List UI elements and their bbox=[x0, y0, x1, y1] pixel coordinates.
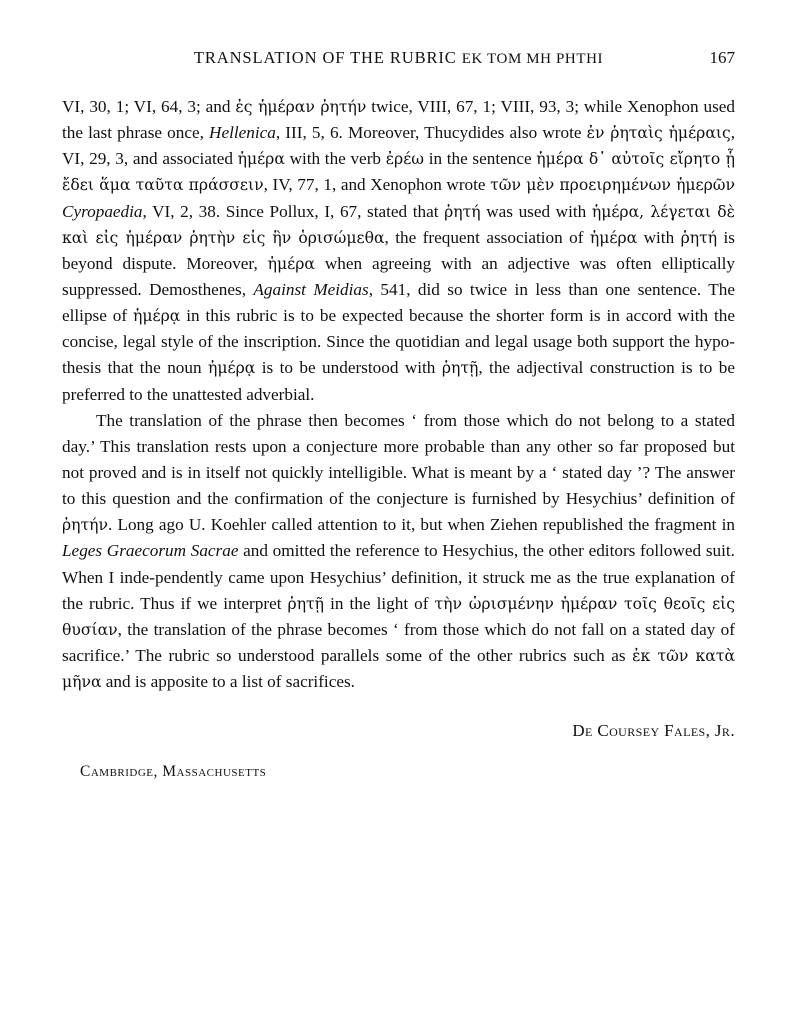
text-run: , VI, 29, 3, and associated bbox=[62, 123, 735, 169]
text-run: and omitted the reference to Hesychius, the other editors followed suit. When I inde-pendently came upon Hesychius’ definition, it struck me as the true explanation of the rubric. Thus if we interpret bbox=[62, 541, 735, 613]
greek-run: ῥητήν bbox=[62, 516, 108, 535]
greek-run: ἐν ῥηταὶς ἡμέραις bbox=[586, 124, 731, 143]
page-title-latin: TRANSLATION OF THE RUBRIC bbox=[193, 48, 462, 67]
text-run: , the frequent association of bbox=[384, 227, 590, 247]
italic-run: Leges Graecorum Sacrae bbox=[62, 541, 239, 561]
text-run: , the adjectival construction is to be preferred to the unattested adverbial. bbox=[62, 358, 736, 404]
greek-run: ἡμέρα δ᾽ αὐτοῖς εἴρητο ᾗ ἔδει ἅμα ταῦτα πράσσειν bbox=[62, 150, 735, 195]
text-run: when agreeing with an adjective was often elliptically suppressed. Demosthenes, bbox=[62, 253, 736, 299]
paragraph-1 bbox=[62, 94, 735, 408]
text-run: in the light of bbox=[324, 593, 435, 613]
greek-run: ῥητή bbox=[680, 228, 718, 247]
text-run: , the translation of the phrase becomes ‘ from those which do not fall on a stated day of sacrifice.’ The rubric so understood parallels some of the other rubrics such as bbox=[62, 619, 735, 665]
page-number: 167 bbox=[709, 48, 735, 67]
text-run: , VI, 2, 38. Since Pollux, I, 67, stated that bbox=[142, 201, 445, 221]
greek-run: ἡμέρα, λέγεται δὲ καὶ εἰς ἡμέραν ῥητὴν εἰς ἣν ὁρισώμεθα bbox=[62, 202, 735, 247]
greek-run: ἡμέρα bbox=[237, 150, 285, 169]
greek-run: ῥητή bbox=[444, 202, 481, 221]
greek-run: ἡμέρᾳ bbox=[208, 359, 256, 378]
text-run: is to be understood with bbox=[255, 358, 442, 378]
text-run: is beyond dispute. Moreover, bbox=[62, 227, 735, 273]
greek-run: ῥητῇ bbox=[287, 594, 325, 613]
text-run: in this rubric is to be expected because the shorter form is in accord with the concise, legal style of the inscription. Since the quotidian and legal usage both support the hypo-thesis that the noun bbox=[62, 306, 735, 378]
running-head bbox=[62, 48, 735, 76]
greek-run: ἡμέρᾳ bbox=[133, 307, 181, 326]
greek-run: ἐρέω bbox=[385, 150, 425, 169]
text-run: . Long ago U. Koehler called attention to it, but when Ziehen republished the fragment in bbox=[107, 515, 735, 535]
text-run: The translation of the phrase then becomes ‘ from those which do not belong to a stated day.’ This translation rests upon a conjecture more probable than any other so far proposed but not proved and is in itself not quickly intelligible. What is meant by a ‘ stated day ’? The answer to this question and the confirmation of the conjecture is furnished by Hesychius’ definition of bbox=[62, 410, 735, 509]
text-run: , III, 5, 6. Moreover, Thucydides also wrote bbox=[275, 123, 587, 143]
greek-run: ἐκ τῶν κατὰ μῆνα bbox=[62, 646, 735, 692]
greek-run: ῥητῇ bbox=[441, 359, 479, 378]
italic-run: Hellenica bbox=[209, 123, 276, 143]
text-run: and is apposite to a list of sacrifices. bbox=[101, 672, 355, 692]
greek-run: ἡμέρα bbox=[589, 228, 638, 247]
author-signature: De Coursey Fales, Jr. bbox=[572, 721, 735, 741]
page-title bbox=[62, 48, 735, 68]
body-text bbox=[62, 94, 735, 695]
greek-run: τῶν μὲν προειρημένων ἡμερῶν bbox=[490, 176, 735, 195]
greek-run: τὴν ὡρισμένην ἡμέραν τοῖς θεοῖς εἰς θυσίαν bbox=[62, 594, 735, 639]
text-run: in the sentence bbox=[424, 149, 537, 169]
italic-run: Against Meidias bbox=[253, 279, 369, 299]
text-run: , 541, did so twice in less than one sentence. The ellipse of bbox=[62, 279, 735, 326]
text-run: was used with bbox=[480, 201, 592, 221]
page-title-greek: EK TOM MH PHTHI bbox=[461, 51, 604, 67]
greek-run: ἡμέρα bbox=[267, 254, 315, 273]
text-run: twice, VIII, 67, 1; VIII, 93, 3; while Xenophon used the last phrase once, bbox=[62, 97, 736, 143]
greek-run: ἐς ἡμέραν ῥητήν bbox=[235, 98, 367, 116]
text-run: with the verb bbox=[284, 149, 386, 169]
author-affiliation: Cambridge, Massachusetts bbox=[80, 763, 267, 781]
text-run: with bbox=[637, 227, 681, 247]
text-run: , IV, 77, 1, and Xenophon wrote bbox=[263, 175, 491, 195]
italic-run: Cyropaedia bbox=[62, 201, 143, 221]
text-run: VI, 30, 1; VI, 64, 3; and bbox=[62, 97, 236, 116]
paragraph-2 bbox=[62, 408, 735, 696]
